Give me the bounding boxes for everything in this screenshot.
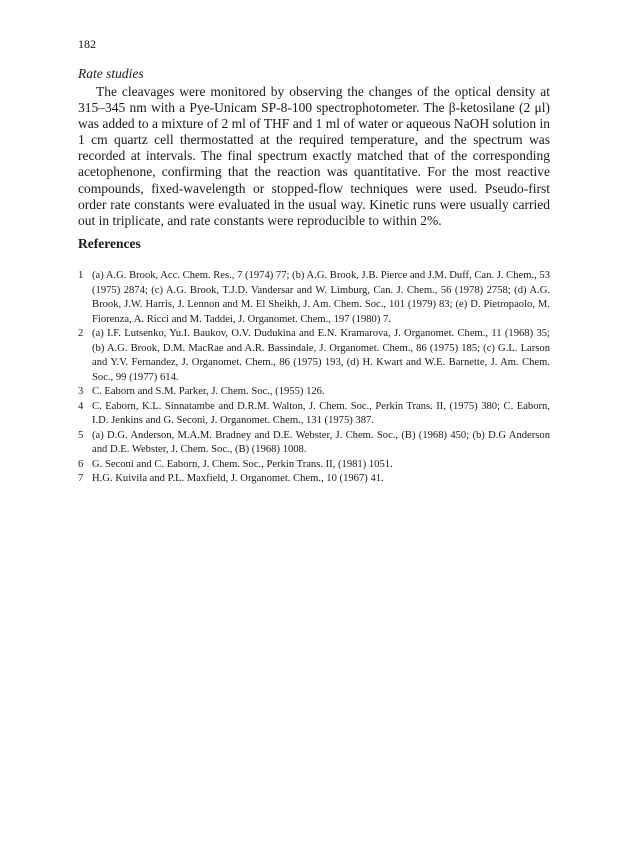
reference-item — [78, 400, 550, 429]
reference-text: H.G. Kuivila and P.L. Maxfield, J. Organomet. Chem., 10 (1967) 41. — [92, 473, 384, 484]
reference-number: 4 — [78, 400, 84, 412]
reference-item — [78, 385, 550, 400]
references-list — [78, 269, 550, 487]
reference-number: 5 — [78, 429, 84, 441]
reference-number: 2 — [78, 328, 84, 339]
reference-number: 1 — [78, 270, 84, 281]
page-number: 182 — [78, 37, 96, 51]
references-heading: References — [78, 236, 141, 251]
reference-item — [78, 458, 550, 473]
reference-text: C. Eaborn, K.L. Sinnatambe and D.R.M. Walton, J. Chem. Soc., Perkin Trans. II, (1975) 380; C. Eaborn, I.D. Jenkins and G. Seconi, J. Organomet. Chem., 131 (1975) 387. — [92, 400, 550, 426]
reference-item — [78, 472, 550, 487]
reference-item — [78, 269, 550, 327]
reference-number: 3 — [78, 386, 84, 397]
reference-item — [78, 429, 550, 458]
reference-number: 6 — [78, 458, 84, 470]
reference-text: C. Eaborn and S.M. Parker, J. Chem. Soc., (1955) 126. — [92, 386, 325, 397]
paragraph: The cleavages were monitored by observing the changes of the optical density at 315–345 nm with a Pye-Unicam SP-8-100 spectrophotometer. The β-ketosilane (2 μl) was added to a mixture of 2 ml of THF and 1 ml of water or aqueous NaOH solution in 1 cm quartz cell thermostatted at the required temperature, and the spectrum was recorded at intervals. The final spectrum exactly matched that of the corresponding acetophenone, confirming that the reaction was quantitative. For the most reactive compounds, fixed-wavelength or stopped-flow techniques were used. Pseudo-first order rate constants were evaluated in the usual way. Kinetic runs were usually carried out in triplicate, and rate constants were reproducible to within 2%. — [78, 84, 550, 228]
reference-text: G. Seconi and C. Eaborn, J. Chem. Soc., Perkin Trans. II, (1981) 1051. — [92, 458, 393, 470]
reference-text: (a) A.G. Brook, Acc. Chem. Res., 7 (1974) 77; (b) A.G. Brook, J.B. Pierce and J.M. Duff, Can. J. Chem., 53 (1975) 2874; (c) A.G. Brook, T.J.D. Vandersar and W. Limburg, Can. J. Chem., 56 (1978) 2758; (d) A.G. Brook, J.W. Harris, J. Lennon and M. El Sheikh, J. Am. Chem. Soc., 101 (1979) 83; (e) D. Pietropaolo, M. Fiorenza, A. Ricci and M. Taddei, J. Organomet. Chem., 197 (1980) 7. — [92, 270, 550, 325]
section-heading: Rate studies — [78, 66, 144, 81]
reference-item — [78, 327, 550, 385]
reference-number: 7 — [78, 473, 84, 484]
reference-text: (a) I.F. Lutsenko, Yu.I. Baukov, O.V. Dudukina and E.N. Kramarova, J. Organomet. Chem., 11 (1968) 35; (b) A.G. Brook, D.M. MacRae and A.R. Bassindale, J. Organomet. Chem., 86 (1975) 185; (c) G.L. Larson and Y.V. Fernandez, J. Organomet. Chem., 86 (1975) 193, (d) H. Kwart and W.E. Barnette, J. Am. Chem. Soc., 99 (1977) 614. — [92, 328, 550, 383]
reference-text: (a) D.G. Anderson, M.A.M. Bradney and D.E. Webster, J. Chem. Soc., (B) (1968) 450; (b) D.G Anderson and D.E. Webster, J. Chem. Soc., (B) (1968) 1008. — [92, 429, 550, 455]
body-text — [78, 84, 550, 229]
